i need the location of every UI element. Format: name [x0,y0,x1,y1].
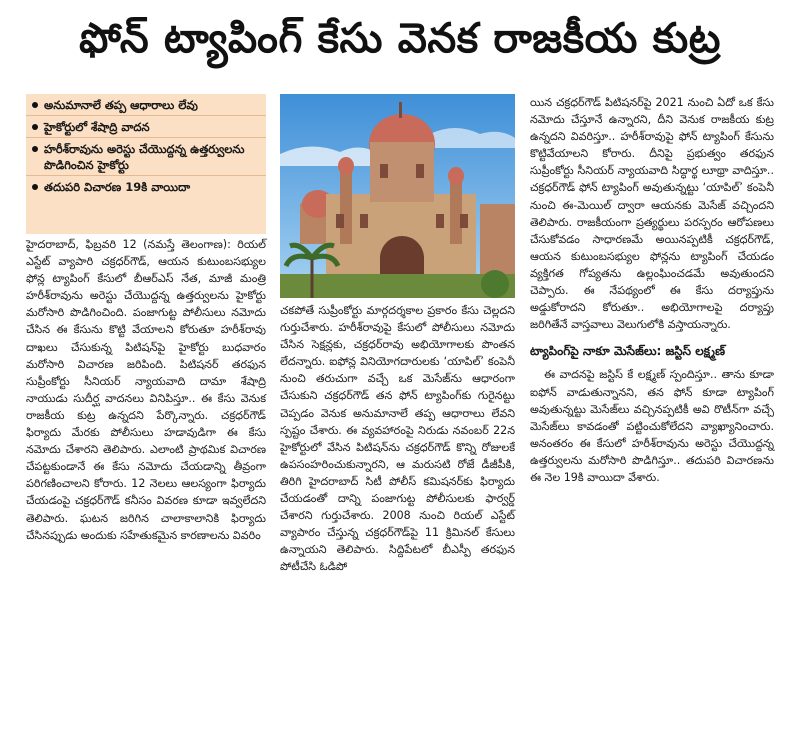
article-paragraph: హైదరాబాద్, ఫిబ్రవరి 12 (నమస్తే తెలంగాణ): రియల్ ఎస్టేట్ వ్యాపారి చక్రధర్‌గౌడ్, ఆయన కుటుంబసభ్యుల ఫోన్ల ట్యాపింగ్ కేసులో బీఆర్‌ఎస్ నేత, మాజీ మంత్రి హరీశ్‌రావును అరెస్టు చేయొద్దన్న ఉత్తర్వులను హైకోర్టు మరోసారి పొడిగించింది. పంజాగుట్ట పోలీసులు నమోదు చేసిన ఈ కేసును కొట్టి వేయాలని కోరుతూ హరీశ్‌రావు దాఖలు చేసుకున్న పిటిషన్‌పై హైకోర్టు బుధవారం మరోసారి విచారణ జరిపింది. పిటిషనర్ తరఫున సుప్రీంకోర్టు సీనియర్ న్యాయవాది దామా శేషాద్రి నాయుడు సుదీర్ఘ వాదనలు వినిపిస్తూ.. ఈ కేసు వెనుక రాజకీయ కుట్ర ఉన్నదని పేర్కొన్నారు. చక్రధర్‌గౌడ్ ఫిర్యాదు మేరకు పోలీసులు హడావుడిగా ఈ కేసు నమోదు చేశారని తెలిపారు. ఎలాంటి ప్రాథమిక విచారణ చేపట్టకుండానే ఈ కేసు నమోదు చేయడాన్ని తీవ్రంగా పరిగణించాలని కోరారు. 12 నెలలు ఆలస్యంగా ఫిర్యాదు చేయడంపై చక్రధర్‌గౌడ్ కనీసం వివరణ కూడా ఇవ్వలేదని తెలిపారు. ఘటన జరిగిన చాలాకాలానికి ఫిర్యాదు చేసినప్పుడు అందుకు సహేతుకమైన కారణాలను వివరిం [26,238,266,542]
bullet-icon [32,102,38,108]
article-column-3 [530,94,774,486]
highlights-box [26,94,266,234]
highlight-item [26,94,266,116]
highlight-item [26,176,266,197]
high-court-photo [280,94,515,298]
highlight-text: హైకోర్టులో శేషాద్రి వాదన [44,120,150,134]
bullet-icon [32,184,38,190]
bullet-icon [32,146,38,152]
highlight-text: తదుపరి విచారణ 19కి వాయిదా [44,180,191,194]
article-paragraph: యిన చక్రధర్‌గౌడ్ పిటిషనర్‌పై 2021 నుంచి ఏదో ఒక కేసు నమోదు చేస్తూనే ఉన్నారని, దీని వెనుక రాజకీయ కుట్ర ఉన్నదని వివరిస్తూ.. హరీశ్‌రావుపై ఫోన్ ట్యాపింగ్ కేసును కొట్టివేయాలని కోరారు. దీనిపై ప్రభుత్వం తరఫున సుప్రీంకోర్టు సీనియర్ న్యాయవాది సిద్ధార్థ లూథ్రా వాదిస్తూ.. చక్రధర్‌గౌడ్ ఫోన్ ట్యాపింగ్ అవుతున్నట్టు ‘యాపిల్’ కంపెనీ నుంచి ఈ-మెయిల్ ద్వారా ఆయనకు మెసేజ్ వచ్చిందని తెలిపారు. రాజకీయంగా ప్రత్యర్థులు పరస్పరం ఆరోపణలు చేసుకోవడం సాధారణమే అయినప్పటికీ చక్రధర్‌గౌడ్, ఆయన కుటుంబసభ్యుల ఫోన్లను ట్యాపింగ్ చేయడం వ్యక్తిగత గోప్యతను ఉల్లంఘించడమే అవుతుందని చెప్పారు. ఈ నేపథ్యంలో ఈ కేసు దర్యాప్తును అడ్డుకోరాదని కోరుతూ.. అభియోగాలపై దర్యాప్తు జరిగితేనే వాస్తవాలు వెలుగులోకి వస్తాయన్నారు. [530,96,774,332]
article-paragraph: చకపోతే సుప్రీంకోర్టు మార్గదర్శకాల ప్రకారం కేసు చెల్లదని గుర్తుచేశారు. హరీశ్‌రావుపై కేసులో పోలీసులు నమోదు చేసిన సెక్షన్లకు, చక్రధర్‌రావు అభియోగాలకు పొంతన లేదన్నారు. ఐఫోన్ల వినియోగదారులకు ‘యాపిల్’ కంపెనీ నుంచి తరుచుగా వచ్చే ఒక మెసేజ్‌ను ఆధారంగా చేసుకుని చక్రధర్‌గౌడ్ తన ఫోన్ ట్యాపింగ్‌కు గురైనట్టు చెప్పడం వెనుక అనుమానాలే తప్ప ఆధారాలు లేవని స్పష్టం చేశారు. ఈ వ్యవహారంపై నిరుడు నవంబర్ 22న హైకోర్టులో వేసిన పిటిషన్‌ను చక్రధర్‌గౌడ్ కొన్ని రోజులకే ఉపసంహరించుకున్నారని, ఆ మరుసటి రోజే డీజీపీకి, తిరిగి హైదరాబాద్ సిటీ పోలీస్ కమిషనర్‌కు ఫిర్యాదు చేయడంతో దాన్ని పంజాగుట్ట పోలీసులకు ఫార్వర్డ్ చేశారని గుర్తుచేశారు. 2008 నుంచి రియల్ ఎస్టేట్ వ్యాపారం చేస్తున్న చక్రధర్‌గౌడ్‌పై 11 క్రిమినల్ కేసులు ఉన్నాయని తెలిపారు. సిద్దిపేటలో బీఎస్పీ తరఫున పోటీచేసి ఓడిపో [280,304,515,574]
article-column-1 [26,236,266,544]
highlight-text: అనుమానాలే తప్ప ఆధారాలు లేవు [44,98,198,112]
highlight-item [26,116,266,138]
bullet-icon [32,124,38,130]
headline: ఫోన్ ట్యాపింగ్ కేసు వెనక రాజకీయ కుట్ర [79,14,721,62]
highlight-item [26,138,266,176]
highlight-text: హరీశ్‌రావును అరెస్టు చేయొద్దన్న ఉత్తర్వులను పొడిగించిన హైకోర్టు [44,142,245,172]
article-paragraph: ఈ వాదనపై జస్టిస్ కే లక్ష్మణ్ స్పందిస్తూ.. తాను కూడా ఐఫోన్ వాడుతున్నానని, తన ఫోన్ కూడా ట్యాపింగ్ అవుతున్నట్టు మెసేజ్‌లు వచ్చినప్పటికీ అవి రొటీన్‌గా వచ్చే మెసేజ్‌లు కావడంతో పట్టించుకోలేదని వ్యాఖ్యానించారు. అనంతరం ఈ కేసులో హరీశ్‌రావును అరెస్టు చేయొద్దన్న ఉత్తర్వులను మరోసారి పొడిగిస్తూ.. తదుపరి విచారణను ఈ నెల 19కి వాయిదా వేశారు. [530,368,774,484]
article-column-2 [280,302,515,576]
sub-heading: ట్యాపింగ్‌పై నాకూ మెసేజ్‌లు: జస్టిస్ లక్ష్మణ్ [530,344,725,359]
high-court-building-icon [280,94,515,298]
